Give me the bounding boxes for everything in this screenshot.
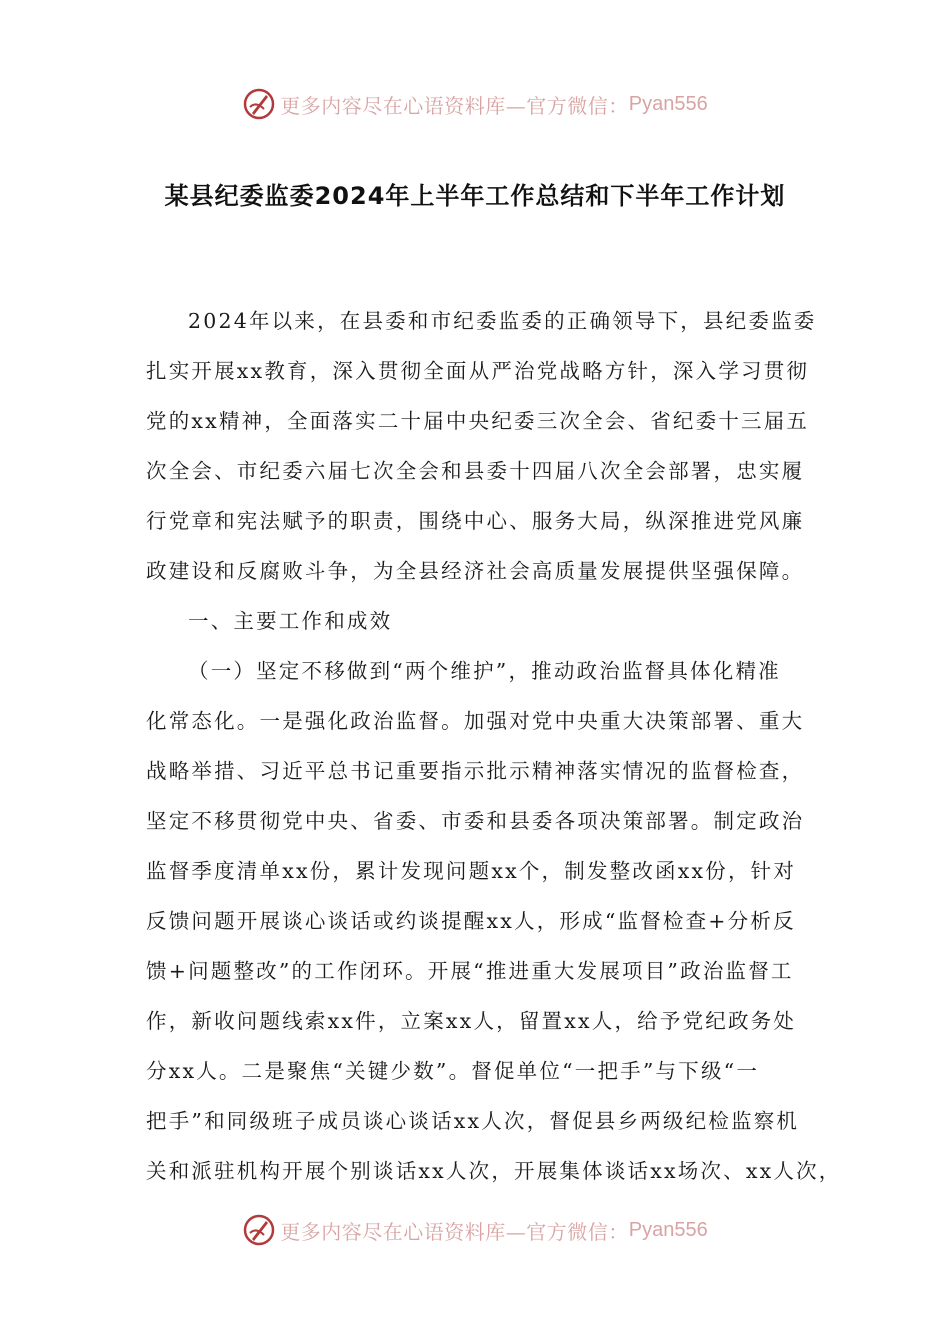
body-line: 战略举措、习近平总书记重要指示批示精神落实情况的监督检查， bbox=[146, 759, 805, 783]
body-line: 把手”和同级班子成员谈心谈话xx人次，督促县乡两级纪检监察机 bbox=[146, 1109, 800, 1133]
body-line: 政建设和反腐败斗争，为全县经济社会高质量发展提供坚强保障。 bbox=[146, 559, 805, 583]
section-heading: 一、主要工作和成效 bbox=[188, 609, 393, 633]
document-body bbox=[146, 296, 842, 1196]
document-title: 某县纪委监委2024年上半年工作总结和下半年工作计划 bbox=[164, 182, 786, 210]
watermark-banner-bottom bbox=[0, 1210, 950, 1250]
quill-logo-icon bbox=[242, 87, 276, 121]
body-line: 扎实开展xx教育，深入贯彻全面从严治党战略方针，深入学习贯彻 bbox=[146, 359, 810, 383]
watermark-text: 更多内容尽在心语资料库—官方微信： bbox=[280, 93, 629, 118]
watermark-wechat-id: Pyan556 bbox=[628, 1218, 708, 1241]
body-line: 2024年以来，在县委和市纪委监委的正确领导下，县纪委监委 bbox=[188, 309, 817, 333]
watermark-banner-top bbox=[0, 84, 950, 124]
watermark-text: 更多内容尽在心语资料库—官方微信： bbox=[280, 1219, 629, 1244]
watermark-wechat-id: Pyan556 bbox=[628, 92, 708, 115]
body-line: 次全会、市纪委六届七次全会和县委十四届八次全会部署，忠实履 bbox=[146, 459, 805, 483]
body-line: （一）坚定不移做到“两个维护”，推动政治监督具体化精准 bbox=[188, 659, 781, 683]
body-line: 监督季度清单xx份，累计发现问题xx个，制发整改函xx份，针对 bbox=[146, 859, 797, 883]
body-line: 关和派驻机构开展个别谈话xx人次，开展集体谈话xx场次、xx人次， bbox=[146, 1159, 842, 1183]
body-line: 反馈问题开展谈心谈话或约谈提醒xx人，形成“监督检查+分析反 bbox=[146, 909, 796, 933]
body-line: 化常态化。一是强化政治监督。加强对党中央重大决策部署、重大 bbox=[146, 709, 805, 733]
body-line: 作，新收问题线索xx件，立案xx人，留置xx人，给予党纪政务处 bbox=[146, 1009, 797, 1033]
quill-logo-icon bbox=[242, 1213, 276, 1247]
body-line: 党的xx精神，全面落实二十届中央纪委三次全会、省纪委十三届五 bbox=[146, 409, 810, 433]
body-line: 分xx人。二是聚焦“关键少数”。督促单位“一把手”与下级“一 bbox=[146, 1059, 760, 1083]
body-line: 馈+问题整改”的工作闭环。开展“推进重大发展项目”政治监督工 bbox=[146, 959, 794, 983]
body-line: 行党章和宪法赋予的职责，围绕中心、服务大局，纵深推进党风廉 bbox=[146, 509, 805, 533]
body-line: 坚定不移贯彻党中央、省委、市委和县委各项决策部署。制定政治 bbox=[146, 809, 805, 833]
